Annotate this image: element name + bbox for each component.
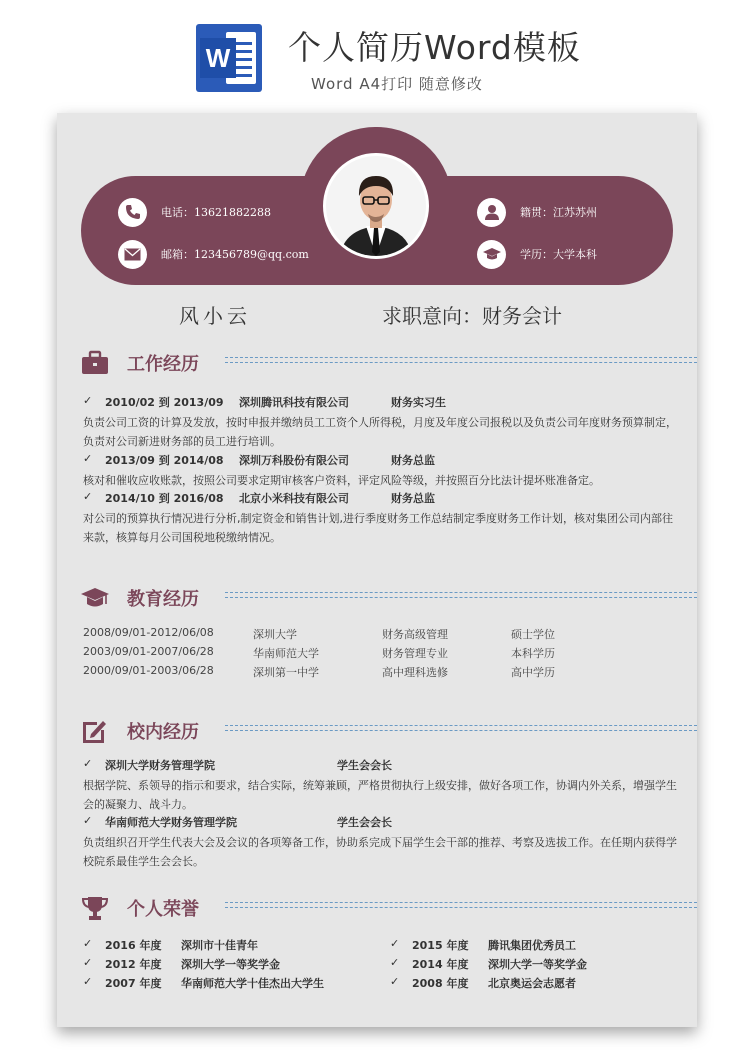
check-icon: ✓ bbox=[83, 975, 93, 988]
contact-education bbox=[477, 239, 597, 269]
section-title: 个人荣誉 bbox=[127, 899, 199, 920]
work-period: 2010/02 到 2013/09 bbox=[105, 396, 224, 409]
hometown-value: 江苏苏州 bbox=[553, 206, 597, 219]
check-icon: ✓ bbox=[83, 452, 93, 465]
section-honors bbox=[81, 893, 697, 923]
section-divider bbox=[225, 725, 697, 731]
edu-degree: 高中学历 bbox=[511, 666, 555, 679]
work-description: 负责公司工资的计算及发放，按时申报并缴纳员工工资个人所得税，月度及年度公司报税以及负责公司年度财务预算制定，负责对公司新进财务部的员工进行培训。 bbox=[83, 416, 677, 448]
edu-major: 财务高级管理 bbox=[382, 628, 448, 641]
campus-role: 学生会会长 bbox=[337, 816, 392, 829]
honor-year: 2007 年度 bbox=[105, 977, 162, 990]
edu-major: 高中理科选修 bbox=[382, 666, 448, 679]
avatar bbox=[323, 153, 429, 259]
section-title: 教育经历 bbox=[127, 589, 199, 610]
edu-school: 华南师范大学 bbox=[253, 647, 319, 660]
honor-year: 2016 年度 bbox=[105, 939, 162, 952]
section-education bbox=[81, 583, 697, 613]
check-icon: ✓ bbox=[83, 394, 93, 407]
edu-period: 2000/09/01-2003/06/28 bbox=[83, 664, 214, 677]
email-value: 123456789@qq.com bbox=[194, 247, 309, 261]
phone-label: 电话： bbox=[161, 206, 194, 219]
honor-year: 2008 年度 bbox=[412, 977, 469, 990]
section-title: 工作经历 bbox=[127, 354, 199, 375]
check-icon: ✓ bbox=[83, 937, 93, 950]
edu-major: 财务管理专业 bbox=[382, 647, 448, 660]
phone-icon bbox=[118, 198, 147, 227]
check-icon: ✓ bbox=[83, 757, 93, 770]
check-icon: ✓ bbox=[390, 975, 400, 988]
resume-page bbox=[57, 113, 697, 1027]
template-subtitle: Word A4打印 随意修改 bbox=[311, 75, 483, 93]
phone-value: 13621882288 bbox=[194, 205, 271, 219]
honor-name: 深圳大学一等奖学金 bbox=[488, 958, 587, 971]
check-icon: ✓ bbox=[390, 937, 400, 950]
edu-degree: 本科学历 bbox=[511, 647, 555, 660]
word-logo-icon bbox=[196, 24, 262, 92]
work-period: 2013/09 到 2014/08 bbox=[105, 454, 224, 467]
work-description: 核对和催收应收账款，按照公司要求定期审核客户资料，评定风险等级，并按照百分比法计提坏账准备定。 bbox=[83, 474, 600, 487]
section-title: 校内经历 bbox=[127, 722, 199, 743]
word-logo-letter: W bbox=[200, 38, 236, 78]
work-company: 深圳腾讯科技有限公司 bbox=[239, 396, 349, 409]
honor-name: 腾讯集团优秀员工 bbox=[488, 939, 576, 952]
hometown-label: 籍贯： bbox=[520, 206, 553, 219]
campus-description: 负责组织召开学生代表大会及会议的各项筹备工作，协助系完成下届学生会干部的推荐、考察及选拔工作。在任期内获得学校院系最佳学生会会长。 bbox=[83, 836, 677, 868]
edu-school: 深圳第一中学 bbox=[253, 666, 319, 679]
mail-icon bbox=[118, 240, 147, 269]
work-company: 北京小米科技有限公司 bbox=[239, 492, 349, 505]
graduation-cap-icon bbox=[81, 585, 109, 611]
work-role: 财务总监 bbox=[391, 492, 435, 505]
section-divider bbox=[225, 902, 697, 908]
check-icon: ✓ bbox=[83, 490, 93, 503]
campus-role: 学生会会长 bbox=[337, 759, 392, 772]
template-header bbox=[0, 0, 750, 110]
email-label: 邮箱： bbox=[161, 248, 194, 261]
honor-year: 2014 年度 bbox=[412, 958, 469, 971]
section-divider bbox=[225, 592, 697, 598]
section-divider bbox=[225, 357, 697, 363]
section-work bbox=[81, 348, 697, 378]
briefcase-icon bbox=[81, 350, 109, 376]
check-icon: ✓ bbox=[83, 814, 93, 827]
edu-period: 2008/09/01-2012/06/08 bbox=[83, 626, 214, 639]
trophy-icon bbox=[81, 895, 109, 921]
candidate-name: 风小云 bbox=[179, 304, 251, 328]
honor-year: 2015 年度 bbox=[412, 939, 469, 952]
edu-school: 深圳大学 bbox=[253, 628, 297, 641]
honor-name: 深圳大学一等奖学金 bbox=[181, 958, 280, 971]
honor-year: 2012 年度 bbox=[105, 958, 162, 971]
edu-degree: 硕士学位 bbox=[511, 628, 555, 641]
education-label: 学历： bbox=[520, 248, 553, 261]
contact-phone bbox=[118, 197, 271, 227]
campus-org: 华南师范大学财务管理学院 bbox=[105, 816, 237, 829]
contact-email bbox=[118, 239, 309, 269]
work-role: 财务实习生 bbox=[391, 396, 446, 409]
work-period: 2014/10 到 2016/08 bbox=[105, 492, 224, 505]
work-company: 深圳万科股份有限公司 bbox=[239, 454, 349, 467]
campus-description: 根据学院、系领导的指示和要求，结合实际，统筹兼顾，严格贯彻执行上级安排，做好各项工作，协调内外关系，增强学生会的凝聚力、战斗力。 bbox=[83, 779, 677, 811]
section-campus bbox=[81, 716, 697, 746]
honor-name: 华南师范大学十佳杰出大学生 bbox=[181, 977, 324, 990]
work-role: 财务总监 bbox=[391, 454, 435, 467]
template-title: 个人简历Word模板 bbox=[288, 28, 581, 67]
honor-name: 深圳市十佳青年 bbox=[181, 939, 258, 952]
work-description: 对公司的预算执行情况进行分析,制定资金和销售计划,进行季度财务工作总结制定季度财务工作计划，核对集团公司内部往来款，核算每月公司国税地税缴纳情况。 bbox=[83, 512, 673, 544]
education-value: 大学本科 bbox=[553, 248, 597, 261]
edit-icon bbox=[81, 718, 109, 744]
graduation-cap-icon bbox=[477, 240, 506, 269]
edu-period: 2003/09/01-2007/06/28 bbox=[83, 645, 214, 658]
person-icon bbox=[477, 198, 506, 227]
contact-hometown bbox=[477, 197, 597, 227]
check-icon: ✓ bbox=[390, 956, 400, 969]
campus-org: 深圳大学财务管理学院 bbox=[105, 759, 215, 772]
job-target: 求职意向：财务会计 bbox=[382, 304, 562, 328]
check-icon: ✓ bbox=[83, 956, 93, 969]
honor-name: 北京奥运会志愿者 bbox=[488, 977, 576, 990]
